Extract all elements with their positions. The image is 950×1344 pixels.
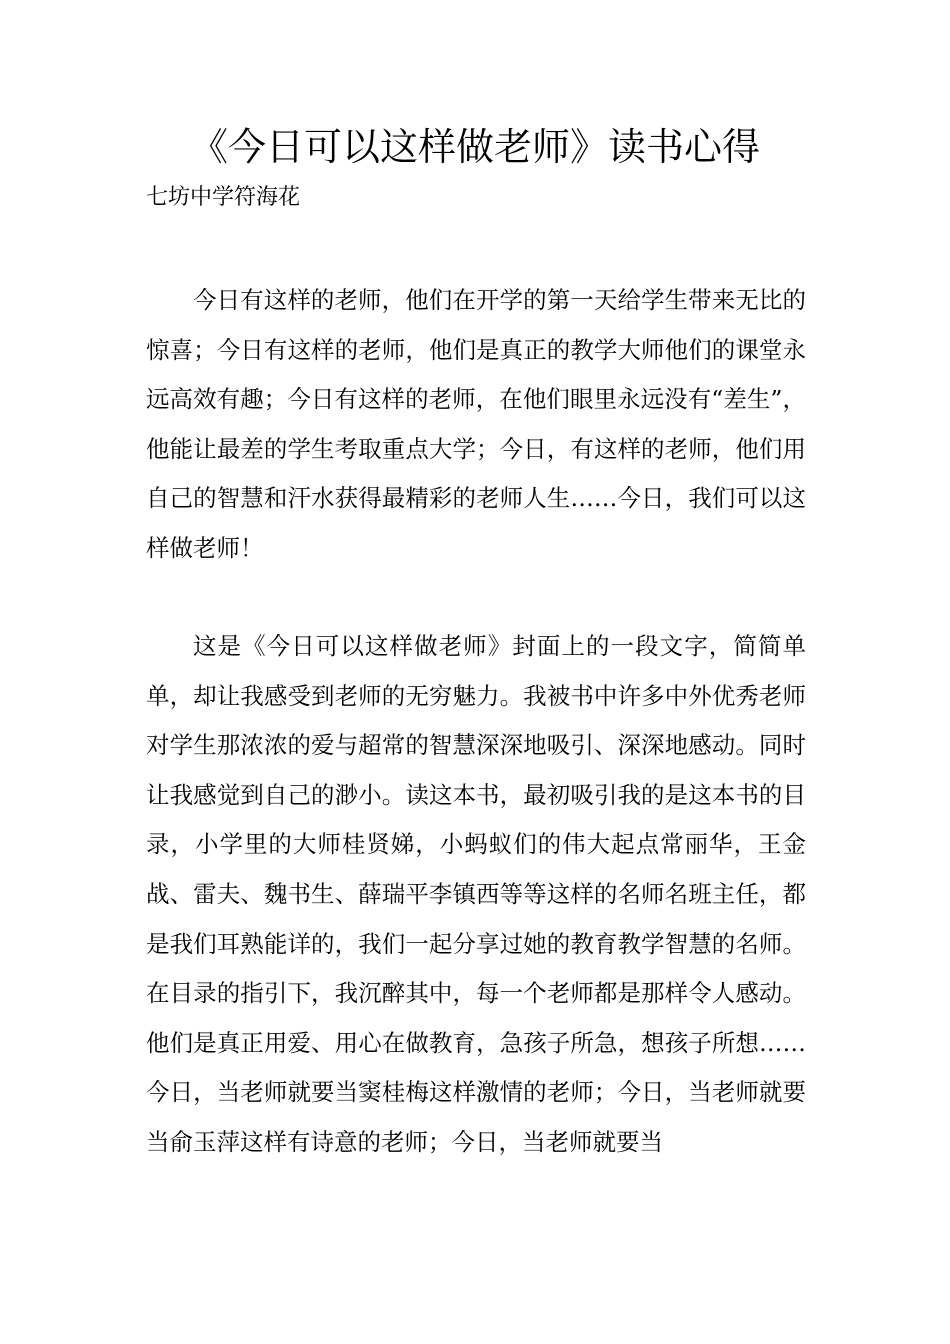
document-title: 《今日可以这样做老师》读书心得: [189, 125, 760, 169]
paragraph-2: 这是《今日可以这样做老师》封面上的一段文字，简简单单，却让我感受到老师的无穷魅力。我被书中许多中外优秀老师对学生那浓浓的爱与超常的智慧深深地吸引、深深地感动。同时让我感觉到自己的渺小。读这本书，最初吸引我的是这本书的目录，小学里的大师桂贤娣，小蚂蚁们的伟大起点常丽华，王金战、雷夫、魏书生、薛瑞平李镇西等等这样的名师名班主任，都是我们耳熟能详的，我们一起分享过她的教育教学智慧的名师。在目录的指引下，我沉醉其中，每一个老师都是那样令人感动。他们是真正用爱、用心在做教育，急孩子所急，想孩子所想……今日，当老师就要当窦桂梅这样激情的老师；今日，当老师就要当俞玉萍这样有诗意的老师；今日，当老师就要当: [146, 632, 806, 1156]
paragraph-1: 今日有这样的老师，他们在开学的第一天给学生带来无比的惊喜；今日有这样的老师，他们是真正的教学大师他们的课堂永远高效有趣；今日有这样的老师，在他们眼里永远没有“差生”，他能让最差的学生考取重点大学；今日，有这样的老师，他们用自己的智慧和汗水获得最精彩的老师人生……今日，我们可以这样做老师！: [146, 286, 806, 562]
document-author: 七坊中学符海花: [146, 185, 301, 210]
